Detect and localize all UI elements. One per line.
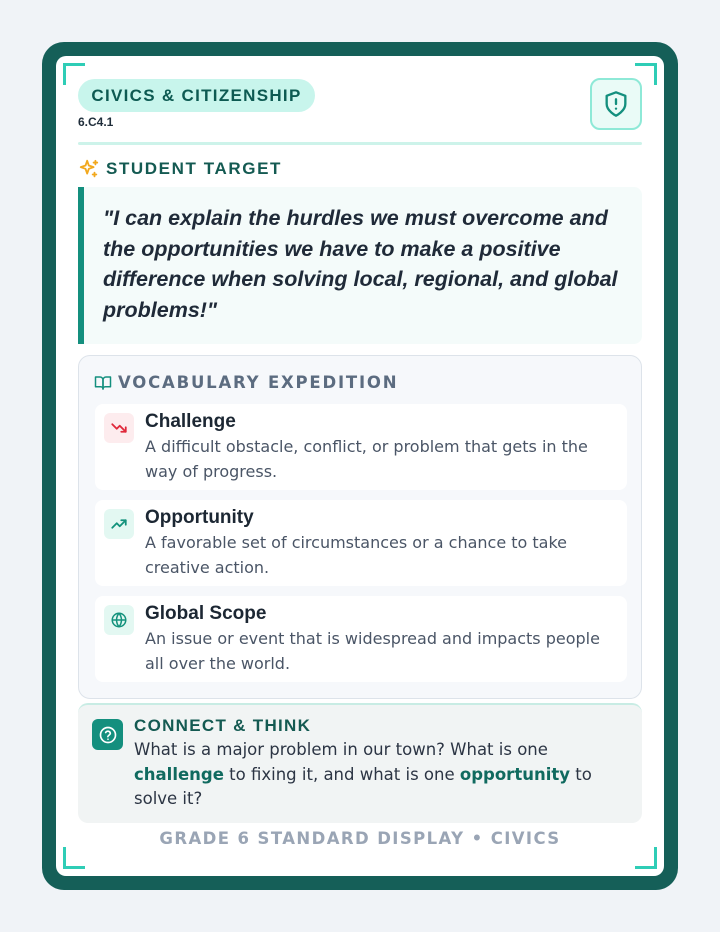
vocab-word: Challenge [145, 411, 236, 432]
standard-code: 6.C4.1 [78, 115, 114, 129]
vocab-word: Global Scope [145, 603, 267, 624]
target-statement-box [78, 187, 642, 344]
trending-up-icon [104, 509, 134, 539]
shield-alert-icon [602, 90, 630, 118]
student-target-heading [78, 158, 282, 180]
book-open-icon [94, 374, 112, 392]
globe-icon [104, 605, 134, 635]
connect-think-question [134, 738, 634, 812]
vocabulary-section [78, 355, 642, 699]
vocabulary-heading [94, 373, 398, 392]
trending-down-icon [104, 413, 134, 443]
student-target-label: STUDENT TARGET [106, 159, 283, 178]
sparkles-icon [78, 158, 100, 180]
vocabulary-label: VOCABULARY EXPEDITION [118, 373, 399, 392]
corner-bracket-top-left [63, 63, 85, 85]
question-text: to fixing it, and what is one [223, 764, 460, 784]
keyword-challenge: challenge [134, 764, 224, 784]
subject-badge: CIVICS & CITIZENSHIP [78, 79, 315, 112]
vocab-definition: A difficult obstacle, conflict, or problem that gets in the way of progress. [145, 437, 588, 481]
keyword-opportunity: opportunity [459, 764, 571, 784]
connect-think-title: CONNECT & THINK [134, 716, 312, 735]
footer-caption: GRADE 6 STANDARD DISPLAY • CIVICS [159, 829, 561, 848]
target-statement: "I can explain the hurdles we must overcome and the opportunities we have to make a positive difference when solving local, regional, and global problems!" [103, 206, 618, 322]
vocab-term-challenge [95, 404, 627, 490]
corner-bracket-bottom-left [63, 847, 85, 869]
question-text: What is a major problem in our town? What is one [134, 740, 548, 759]
header-divider [78, 142, 642, 145]
vocab-term-opportunity [95, 500, 627, 586]
connect-think-section [78, 703, 642, 823]
vocab-term-global-scope [95, 596, 627, 682]
help-circle-icon [92, 719, 123, 750]
shield-badge [590, 78, 642, 130]
corner-bracket-bottom-right [635, 847, 657, 869]
vocab-definition: A favorable set of circumstances or a chance to take creative action. [145, 533, 568, 577]
vocab-word: Opportunity [145, 507, 254, 528]
vocab-definition: An issue or event that is widespread and impacts people all over the world. [145, 629, 600, 673]
question-text: to solve it? [134, 764, 592, 808]
